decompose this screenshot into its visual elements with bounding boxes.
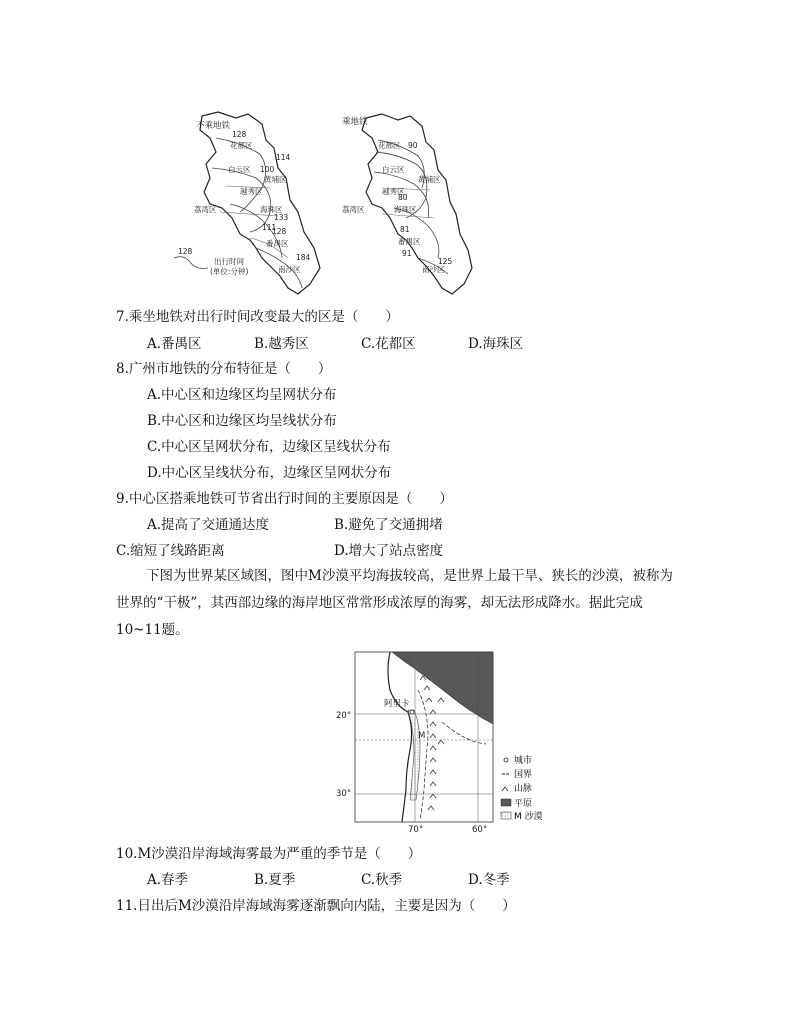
m-desert-area [408, 710, 420, 800]
mountain-symbols [420, 676, 444, 810]
map2-value: 90 [408, 141, 418, 150]
map1-legend-label: 出行时间 [214, 257, 244, 266]
legend-desert: M 沙漠 [514, 812, 543, 822]
map1-legend-value: 128 [178, 247, 193, 256]
map1-district: 越秀区 [240, 187, 263, 196]
coastline [388, 652, 412, 822]
map2-value: 125 [438, 257, 453, 266]
q8-option-c: C.中心区呈网状分布，边缘区呈线状分布 [147, 439, 391, 455]
map2-district: 黄埔区 [418, 175, 441, 184]
lon-70-label: 70° [408, 825, 424, 835]
map1-district: 黄埔区 [264, 175, 287, 184]
m-desert-label: M [418, 731, 426, 741]
legend-contour-icon [174, 257, 208, 269]
legend-city: 城市 [514, 756, 533, 766]
atacama-region-map [330, 650, 560, 836]
question-9-stem: 9.中心区搭乘地铁可节省出行时间的主要原因是（ ） [116, 491, 453, 507]
map1-district: 白云区 [228, 165, 251, 174]
map2-district: 番禺区 [398, 237, 421, 246]
city-legend-icon [504, 758, 508, 762]
map1-district: 花都区 [230, 141, 253, 150]
q9-option-b: B.避免了交通拥堵 [334, 517, 443, 533]
map1-district: 海珠区 [260, 205, 283, 214]
q7-option-b: B.越秀区 [254, 336, 309, 352]
q7-option-a: A.番禺区 [147, 336, 202, 352]
q8-option-a: A.中心区和边缘区均呈网状分布 [147, 387, 337, 403]
legend-mountain: 山脉 [514, 784, 533, 794]
guangzhou-map-subway [338, 108, 478, 300]
map1-value: 114 [276, 153, 291, 162]
lat-30-label: 30° [336, 789, 352, 799]
map1-value: 128 [272, 227, 287, 236]
map1-value: 111 [262, 223, 277, 232]
map2-district: 越秀区 [382, 187, 405, 196]
map1-value: 100 [260, 165, 275, 174]
map2-district: 海珠区 [394, 205, 417, 214]
map2-district: 白云区 [382, 165, 405, 174]
q10-option-c: C.秋季 [361, 872, 403, 888]
q10-option-b: B.夏季 [254, 872, 296, 888]
q9-option-a: A.提高了交通通达度 [147, 517, 270, 533]
map-legend [501, 754, 543, 822]
map1-district: 番禺区 [266, 239, 289, 248]
passage-text: 下图为世界某区域图，图中M沙漠平均海拔较高，是世界上最干旱、狭长的沙漠，被称为世界的“干极”，其西部边缘的海岸地区常常形成浓厚的海雾，却无法形成降水。据此完成10~11题。 [116, 568, 673, 638]
city-label: 阿里卡 [384, 699, 410, 709]
guangzhou-map-no-subway [170, 108, 330, 300]
q9-option-c: C.缩短了线路距离 [116, 543, 225, 559]
map2-district: 花都区 [378, 141, 401, 150]
q8-option-b: B.中心区和边缘区均呈线状分布 [147, 413, 337, 429]
map2-value: 80 [398, 193, 408, 202]
city-marker [410, 710, 414, 714]
q7-option-c: C.花都区 [361, 336, 416, 352]
map2-title: 乘地铁 [342, 117, 368, 127]
desert-legend-icon [501, 812, 511, 819]
question-7-stem: 7.乘坐地铁对出行时间改变最大的区是（ ） [116, 309, 399, 325]
lat-20-label: 20° [336, 711, 352, 721]
q10-option-d: D.冬季 [468, 872, 510, 888]
figure-map-no-subway [170, 108, 330, 300]
map1-title: 不乘地铁 [196, 121, 231, 131]
map1-value: 128 [232, 130, 247, 139]
map2-value: 81 [400, 225, 410, 234]
q7-option-d: D.海珠区 [468, 336, 524, 352]
map2-value: 91 [402, 249, 412, 258]
q8-option-d: D.中心区呈线状分布，边缘区呈网状分布 [147, 465, 392, 481]
q9-option-d: D.增大了站点密度 [334, 543, 444, 559]
map2-district: 荔湾区 [342, 205, 365, 214]
lon-60-label: 60° [472, 825, 488, 835]
map1-legend-unit: (单位:分钟) [210, 267, 249, 276]
map1-district: 南沙区 [278, 265, 301, 274]
plain-legend-icon [501, 799, 511, 806]
map1-value: 133 [274, 213, 289, 222]
question-10-stem: 10.M沙漠沿岸海域海雾最为严重的季节是（ ） [116, 846, 422, 862]
legend-border: 国界 [514, 770, 533, 780]
mountain-legend-icon [502, 787, 508, 791]
figure-map-subway [338, 108, 478, 300]
question-11-stem: 11.日出后M沙漠沿岸海域海雾逐渐飘向内陆，主要是因为（ ） [116, 898, 516, 914]
question-8-stem: 8.广州市地铁的分布特征是（ ） [116, 361, 332, 377]
map1-value: 184 [296, 253, 311, 262]
map1-district: 荔湾区 [194, 205, 217, 214]
figure-map-region [330, 650, 560, 836]
legend-plain: 平原 [514, 799, 533, 809]
q10-option-a: A.春季 [147, 872, 189, 888]
map2-district: 南沙区 [422, 265, 445, 274]
